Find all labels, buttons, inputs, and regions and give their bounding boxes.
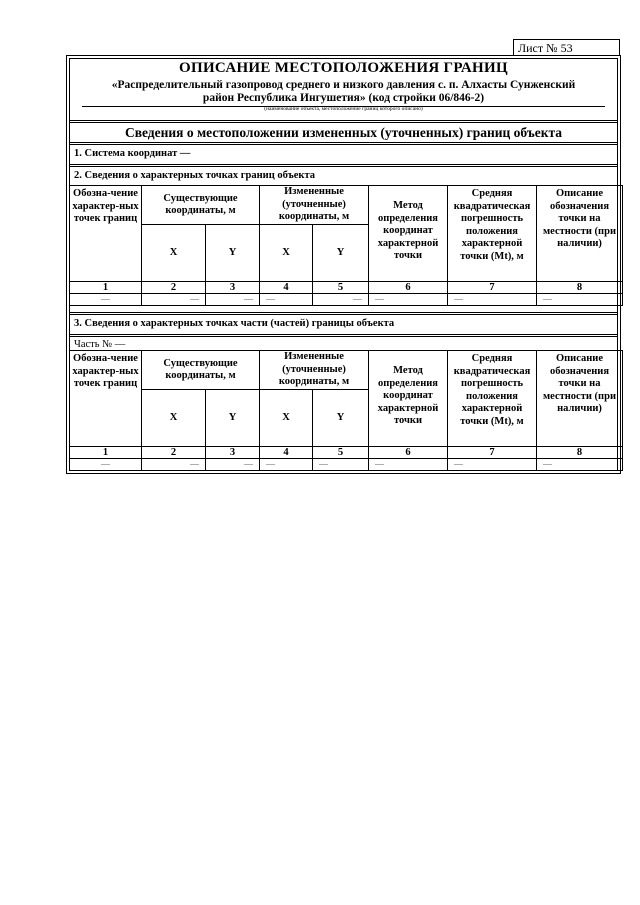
- object-name-line-1: «Распределительный газопровод среднего и низкого давления с. п. Алхасты Сунженский: [111, 79, 576, 91]
- cell-dash: —: [142, 294, 206, 306]
- cell-dash: —: [206, 294, 260, 306]
- column-number: 8: [537, 282, 623, 294]
- section-divider: [70, 142, 617, 145]
- header-existing-coords: Существующие координаты, м: [142, 186, 260, 225]
- boundary-points-table: [69, 185, 623, 306]
- object-name: [80, 79, 607, 105]
- header-existing-y: Y: [206, 225, 260, 282]
- header-existing-y: Y: [206, 390, 260, 447]
- document-frame: [66, 55, 621, 474]
- header-changed-x: X: [260, 225, 313, 282]
- header-changed-y: Y: [313, 225, 369, 282]
- cell-dash: —: [537, 459, 623, 471]
- part-number-label: Часть № —: [74, 339, 126, 350]
- header-changed-y: Y: [313, 390, 369, 447]
- cell-dash: —: [448, 459, 537, 471]
- header-description: Описание обозначения точки на местности (при наличии): [537, 351, 623, 447]
- column-number: 6: [369, 447, 448, 459]
- cell-dash: —: [537, 294, 623, 306]
- header-existing-x: X: [142, 390, 206, 447]
- sheet-number: Лист № 53: [513, 39, 620, 55]
- header-changed-coords: Измененные (уточненные) координаты, м: [260, 186, 369, 225]
- header-changed-coords: Измененные (уточненные) координаты, м: [260, 351, 369, 390]
- header-existing-coords: Существующие координаты, м: [142, 351, 260, 390]
- column-number: 5: [313, 282, 369, 294]
- header-description: Описание обозначения точки на местности (при наличии): [537, 186, 623, 282]
- cell-dash: —: [206, 459, 260, 471]
- column-numbers-row: [70, 282, 623, 294]
- table-1-divider: [70, 312, 617, 315]
- section-2-title: 2. Сведения о характерных точках границ объекта: [74, 170, 315, 181]
- coord-divider: [70, 164, 617, 167]
- header-changed-x: X: [260, 390, 313, 447]
- section-3-title: 3. Сведения о характерных точках части (частей) границы объекта: [74, 318, 395, 329]
- column-number: 1: [70, 282, 142, 294]
- header-divider: [70, 120, 617, 123]
- table-row: [70, 459, 623, 471]
- object-name-caption: (наименование объекта, местоположение границ которого описано): [264, 106, 423, 112]
- column-number: 3: [206, 447, 260, 459]
- document-title: ОПИСАНИЕ МЕСТОПОЛОЖЕНИЯ ГРАНИЦ: [179, 60, 508, 76]
- header-method: Метод определения координат характерной точки: [369, 186, 448, 282]
- cell-dash: —: [260, 294, 313, 306]
- header-accuracy: Средняя квадратическая погрешность положения характерной точки (Mt), м: [448, 351, 537, 447]
- column-number: 1: [70, 447, 142, 459]
- column-number: 4: [260, 282, 313, 294]
- header-point-designation: Обозна-чение характер-ных точек границ: [70, 186, 142, 282]
- column-number: 6: [369, 282, 448, 294]
- column-number: 7: [448, 282, 537, 294]
- cell-dash: —: [369, 294, 448, 306]
- cell-dash: —: [260, 459, 313, 471]
- header-accuracy: Средняя квадратическая погрешность положения характерной точки (Mt), м: [448, 186, 537, 282]
- header-method: Метод определения координат характерной точки: [369, 351, 448, 447]
- column-number: 4: [260, 447, 313, 459]
- table-row: [70, 294, 623, 306]
- cell-dash: —: [70, 294, 142, 306]
- object-name-line-2: район Республика Ингушетия» (код стройки 06/846-2): [202, 92, 485, 104]
- column-numbers-row: [70, 447, 623, 459]
- column-number: 7: [448, 447, 537, 459]
- column-number: 5: [313, 447, 369, 459]
- part-points-table: [69, 350, 623, 471]
- column-number: 8: [537, 447, 623, 459]
- coordinate-system-label: 1. Система координат —: [74, 148, 191, 159]
- column-number: 2: [142, 282, 206, 294]
- cell-dash: —: [313, 294, 369, 306]
- cell-dash: —: [448, 294, 537, 306]
- column-number: 3: [206, 282, 260, 294]
- section-title: Сведения о местоположении измененных (уточненных) границ объекта: [124, 125, 563, 140]
- cell-dash: —: [70, 459, 142, 471]
- cell-dash: —: [313, 459, 369, 471]
- header-point-designation: Обозна-чение характер-ных точек границ: [70, 351, 142, 447]
- section-3-divider: [70, 334, 617, 337]
- column-number: 2: [142, 447, 206, 459]
- cell-dash: —: [142, 459, 206, 471]
- document-inner-frame: [69, 58, 618, 471]
- header-existing-x: X: [142, 225, 206, 282]
- cell-dash: —: [369, 459, 448, 471]
